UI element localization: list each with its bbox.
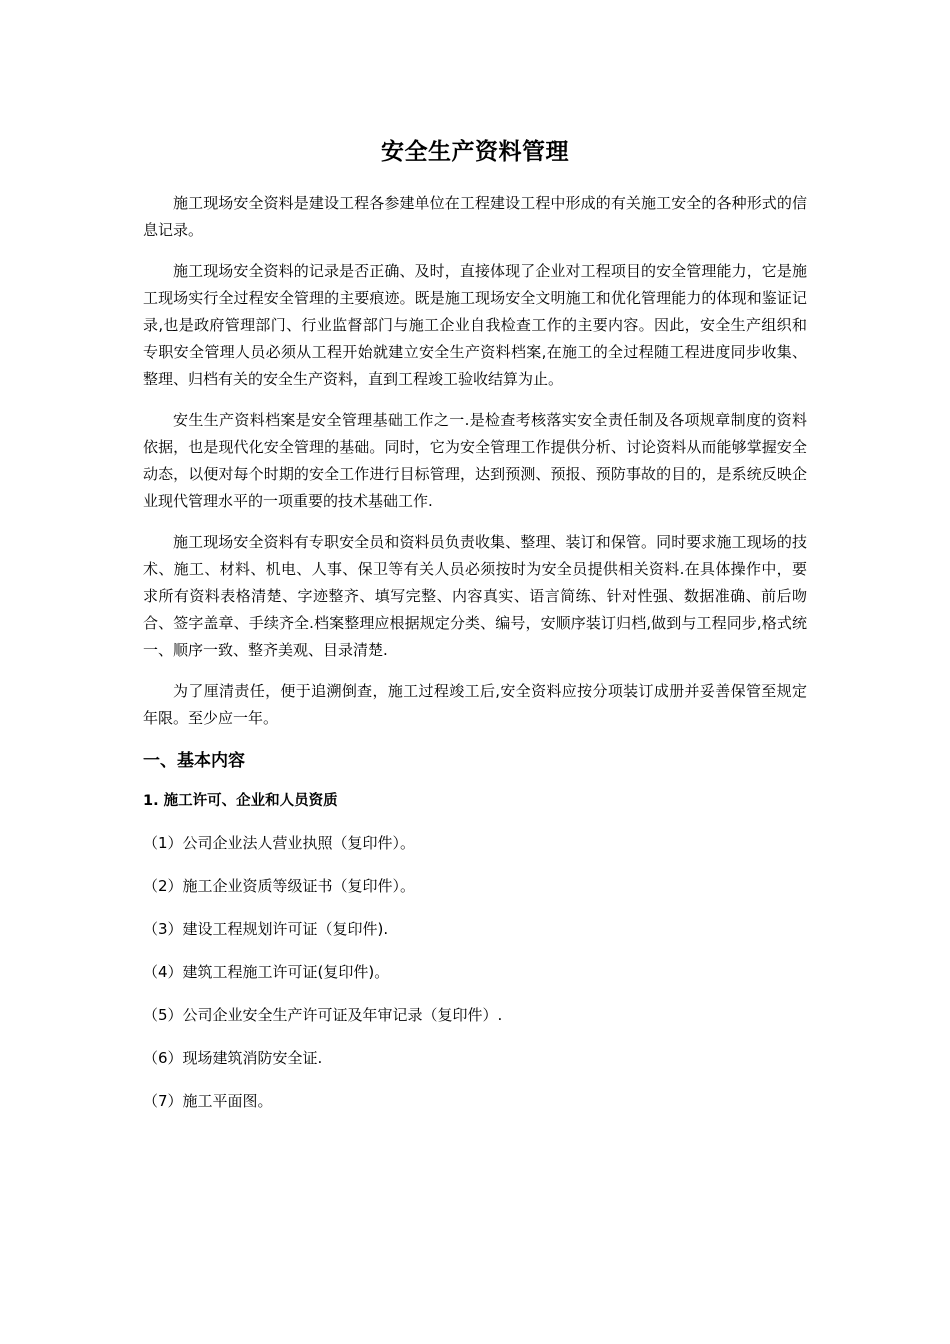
list-item: （6）现场建筑消防安全证. <box>143 1049 323 1067</box>
requirements-list <box>143 830 807 1115</box>
list-item: （3）建设工程规划许可证（复印件). <box>143 920 389 938</box>
list-item: （5）公司企业安全生产许可证及年审记录（复印件）. <box>143 1006 503 1024</box>
paragraph-1: 施工现场安全资料是建设工程各参建单位在工程建设工程中形成的有关施工安全的各种形式的信息记录。 <box>143 194 807 239</box>
list-item: （4）建筑工程施工许可证(复印件)。 <box>143 963 390 981</box>
paragraph-2: 施工现场安全资料的记录是否正确、及时，直接体现了企业对工程项目的安全管理能力，它是施工现场实行全过程安全管理的主要痕迹。既是施工现场安全文明施工和优化管理能力的体现和鉴证记录,也是政府管理部门、行业监督部门与施工企业自我检查工作的主要内容。因此，安全生产组织和专职安全管理人员必须从工程开始就建立安全生产资料档案,在施工的全过程随工程进度同步收集、整理、归档有关的安全生产资料，直到工程竣工验收结算为止。 <box>143 262 807 388</box>
list-item: （2）施工企业资质等级证书（复印件）。 <box>143 877 416 895</box>
document-title: 安全生产资料管理 <box>381 139 569 165</box>
paragraph-4: 施工现场安全资料有专职安全员和资料员负责收集、整理、装订和保管。同时要求施工现场的技术、施工、材料、机电、人事、保卫等有关人员必须按时为安全员提供相关资料.在具体操作中，要求所有资料表格清楚、字迹整齐、填写完整、内容真实、语言简练、针对性强、数据准确、前后吻合、签字盖章、手续齐全.档案整理应根据规定分类、编号，安顺序装订归档,做到与工程同步,格式统一、顺序一致、整齐美观、目录清楚. <box>143 533 807 659</box>
section-heading: 一、基本内容 <box>143 751 245 771</box>
list-item: （7）施工平面图。 <box>143 1092 273 1110</box>
paragraph-3: 安生生产资料档案是安全管理基础工作之一.是检查考核落实安全责任制及各项规章制度的资料依据，也是现代化安全管理的基础。同时，它为安全管理工作提供分析、讨论资料从而能够掌握安全动态，以便对每个时期的安全工作进行目标管理，达到预测、预报、预防事故的目的，是系统反映企业现代管理水平的一项重要的技术基础工作. <box>143 411 807 510</box>
document-content <box>143 132 807 1131</box>
paragraph-5: 为了厘清责任，便于追溯倒查，施工过程竣工后,安全资料应按分项装订成册并妥善保管至规定年限。至少应一年。 <box>143 682 807 727</box>
list-item: （1）公司企业法人营业执照（复印件）。 <box>143 834 416 852</box>
subsection-heading: 1. 施工许可、企业和人员资质 <box>143 793 338 809</box>
